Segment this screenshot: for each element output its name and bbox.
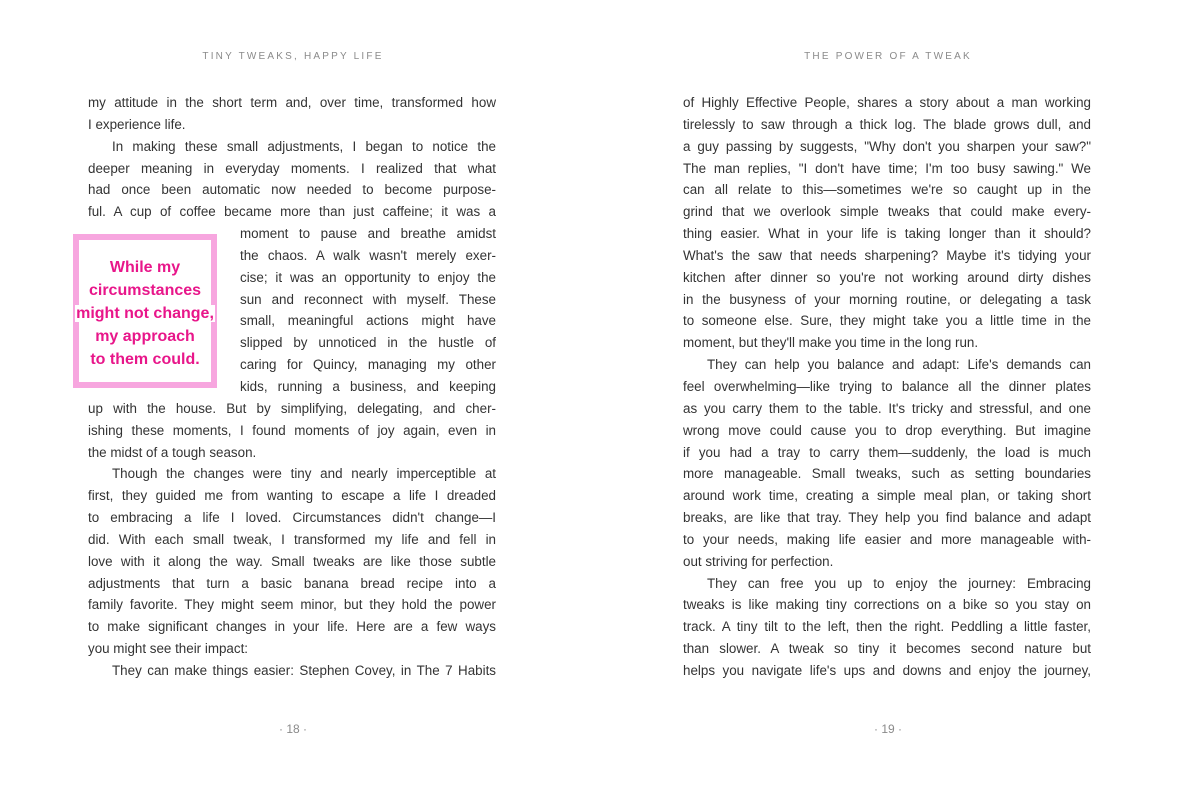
text-line: around work time, creating a simple meal plan, or taking short (683, 488, 1091, 504)
text-line: my attitude in the short term and, over time, transformed how (88, 95, 496, 110)
text-line: They can help you balance and adapt: Life's demands can (707, 357, 1091, 373)
text-line: out striving for perfection. (683, 553, 834, 569)
text-line: moment to pause and breathe amidst (240, 226, 496, 242)
text-line: The man replies, "I don't have time; I'm too busy sawing." We (683, 160, 1091, 176)
text-line: in the busyness of your morning routine, or delegating a task (683, 291, 1091, 307)
text-line: if you had a tray to carry them—suddenly, the load is much (683, 444, 1091, 460)
page-number: · 18 · (278, 722, 307, 736)
text-line: the chaos. A walk wasn't merely exer- (240, 247, 496, 263)
text-line: grind that we overlook simple tweaks that could make every- (683, 204, 1091, 220)
text-line: tweaks is like making tiny corrections on a bike so you stay on (683, 597, 1091, 613)
text-line: In making these small adjustments, I began to notice the (112, 138, 496, 154)
text-line: to make significant changes in your life. Here are a few ways (88, 619, 496, 635)
text-line: kids, running a business, and keeping (240, 378, 496, 394)
text-line: wrong move could cause you to drop everything. But imagine (683, 422, 1091, 438)
text-line: to your needs, making life easier and more manageable with- (683, 531, 1091, 547)
right-page (590, 0, 1180, 787)
pull-quote-line: While my (109, 259, 181, 276)
text-line: the midst of a tough season. (88, 444, 257, 460)
text-line: more manageable. Small tweaks, such as setting boundaries (683, 466, 1091, 482)
text-line: to someone else. Sure, they might take you a little time in the (683, 313, 1091, 329)
text-line: breaks, are like that tray. They help you find balance and adapt (683, 510, 1091, 526)
text-line: can all relate to this—sometimes we're so caught up in the (683, 182, 1091, 198)
text-line: Though the changes were tiny and nearly imperceptible at (112, 466, 496, 482)
text-line: They can free you up to enjoy the journey: Embracing (707, 575, 1091, 591)
text-line: up with the house. But by simplifying, delegating, and cher- (88, 400, 496, 416)
text-line: I experience life. (88, 116, 186, 132)
pull-quote-line: might not change, (76, 305, 214, 322)
text-line: deeper meaning in everyday moments. I realized that what (88, 160, 496, 176)
pull-quote-line: to them could. (90, 351, 200, 368)
running-head: THE POWER OF A TWEAK (804, 51, 972, 62)
text-line: track. A tiny tilt to the left, then the right. Peddling a little faster, (683, 619, 1091, 635)
text-line: feel overwhelming—like trying to balance all the dinner plates (683, 378, 1091, 394)
text-line: ful. A cup of coffee became more than just caffeine; it was a (88, 204, 496, 220)
text-line: to embracing a life I loved. Circumstances didn't change—I (88, 510, 496, 526)
pull-quote-line: my approach (95, 328, 195, 345)
text-line: They can make things easier: Stephen Covey, in The 7 Habits (112, 662, 496, 678)
text-line: as you carry them to the table. It's tricky and stressful, and one (683, 400, 1091, 416)
text-line: slipped by unnoticed in the hustle of (240, 335, 496, 351)
text-line: cise; it was an opportunity to enjoy the (240, 269, 496, 285)
text-line: thing easier. What in your life is taking longer than it should? (683, 226, 1091, 242)
text-line: a guy passing by suggests, "Why don't you sharpen your saw?" (683, 138, 1091, 154)
text-line: helps you navigate life's ups and downs and enjoy the journey, (683, 662, 1091, 678)
text-line: family favorite. They might seem minor, but they hold the power (88, 597, 496, 613)
text-line: moment, but they'll make you time in the long run. (683, 335, 979, 351)
text-line: caring for Quincy, managing my other (240, 357, 496, 373)
text-line: had once been automatic now needed to become purpose- (88, 182, 496, 198)
text-line: adjustments that turn a basic banana bread recipe into a (88, 575, 496, 591)
page-number: · 19 · (873, 722, 902, 736)
text-line: love with it along the way. Small tweaks are like those subtle (88, 553, 496, 569)
text-line: than slower. A tweak so tiny it becomes second nature but (683, 641, 1091, 657)
text-line: ishing these moments, I found moments of joy again, even in (88, 422, 496, 438)
running-head: TINY TWEAKS, HAPPY LIFE (202, 51, 384, 62)
text-line: first, they guided me from wanting to escape a life I dreaded (88, 488, 496, 504)
text-line: did. With each small tweak, I transformed my life and fell in (88, 531, 496, 547)
text-line: small, meaningful actions might have (240, 313, 496, 329)
pull-quote-line: circumstances (88, 282, 202, 299)
text-line: you might see their impact: (88, 641, 249, 657)
text-line: kitchen after dinner so you're not working around dirty dishes (683, 269, 1091, 285)
text-line: What's the saw that needs sharpening? Maybe it's tidying your (683, 247, 1091, 263)
text-line: tirelessly to saw through a thick log. The blade grows dull, and (683, 116, 1091, 132)
text-line: of Highly Effective People, shares a story about a man working (683, 95, 1091, 110)
text-line: sun and reconnect with myself. These (240, 291, 496, 307)
body-text (88, 92, 496, 682)
body-text (683, 92, 1091, 682)
